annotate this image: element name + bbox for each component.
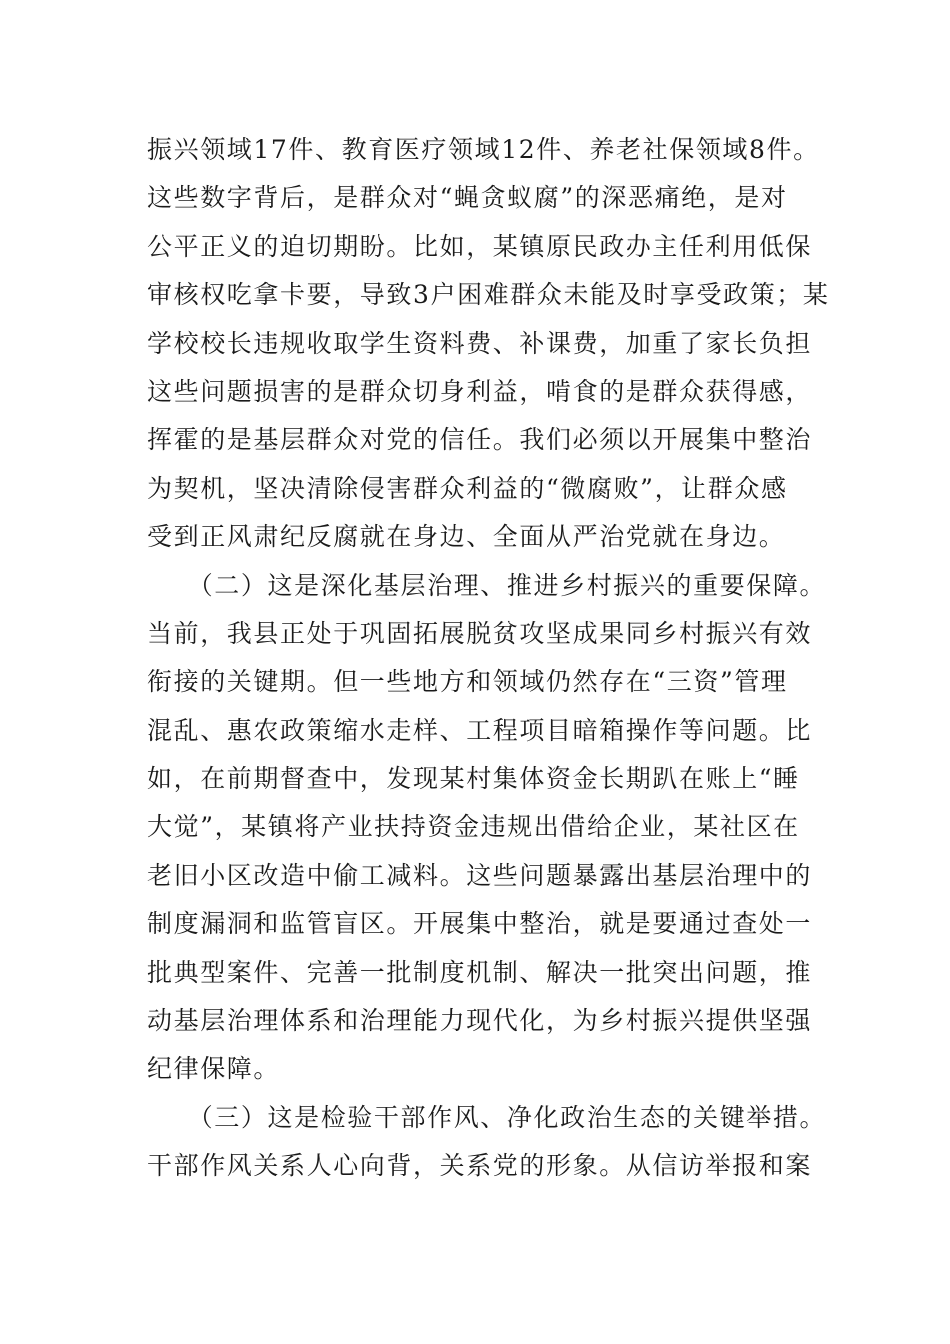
section-heading-line: （三）这是检验干部作风、净化政治生态的关键举措。 [147, 1102, 827, 1132]
text-line: 这些数字背后，是群众对“蝇贪蚁腐”的深恶痛绝，是对 [147, 183, 788, 213]
text-line: 为契机，坚决清除侵害群众利益的“微腐败”，让群众感 [147, 473, 788, 503]
text-line: 公平正义的迫切期盼。比如，某镇原民政办主任利用低保 [147, 231, 813, 261]
text-line: 制度漏洞和监管盲区。开展集中整治，就是要通过查处一 [147, 909, 813, 939]
document-body [147, 126, 847, 1191]
text-line: 这些问题损害的是群众切身利益，啃食的是群众获得感， [147, 376, 813, 406]
text-line: 学校校长违规收取学生资料费、补课费，加重了家长负担 [147, 328, 813, 358]
text-line: 干部作风关系人心向背，关系党的形象。从信访举报和案 [147, 1151, 813, 1181]
text-line: 衔接的关键期。但一些地方和领域仍然存在“三资”管理 [147, 667, 788, 697]
text-line: 混乱、惠农政策缩水走样、工程项目暗箱操作等问题。比 [147, 715, 813, 745]
text-line: 审核权吃拿卡要，导致3户困难群众未能及时享受政策；某 [147, 280, 830, 310]
text-line: 纪律保障。 [147, 1054, 281, 1084]
text-line: 如，在前期督查中，发现某村集体资金长期趴在账上“睡 [147, 764, 800, 794]
section-heading-line: （二）这是深化基层治理、推进乡村振兴的重要保障。 [147, 570, 827, 600]
text-line: 受到正风肃纪反腐就在身边、全面从严治党就在身边。 [147, 522, 786, 552]
text-line: 批典型案件、完善一批制度机制、解决一批突出问题，推 [147, 957, 813, 987]
text-line: 动基层治理体系和治理能力现代化，为乡村振兴提供坚强 [147, 1006, 813, 1036]
text-line: 挥霍的是基层群众对党的信任。我们必须以开展集中整治 [147, 425, 813, 455]
text-line: 老旧小区改造中偷工减料。这些问题暴露出基层治理中的 [147, 860, 813, 890]
text-line: 振兴领域17件、教育医疗领域12件、养老社保领域8件。 [147, 135, 820, 164]
text-line: 当前，我县正处于巩固拓展脱贫攻坚成果同乡村振兴有效 [147, 618, 813, 648]
text-line: 大觉”，某镇将产业扶持资金违规出借给企业，某社区在 [147, 812, 800, 842]
